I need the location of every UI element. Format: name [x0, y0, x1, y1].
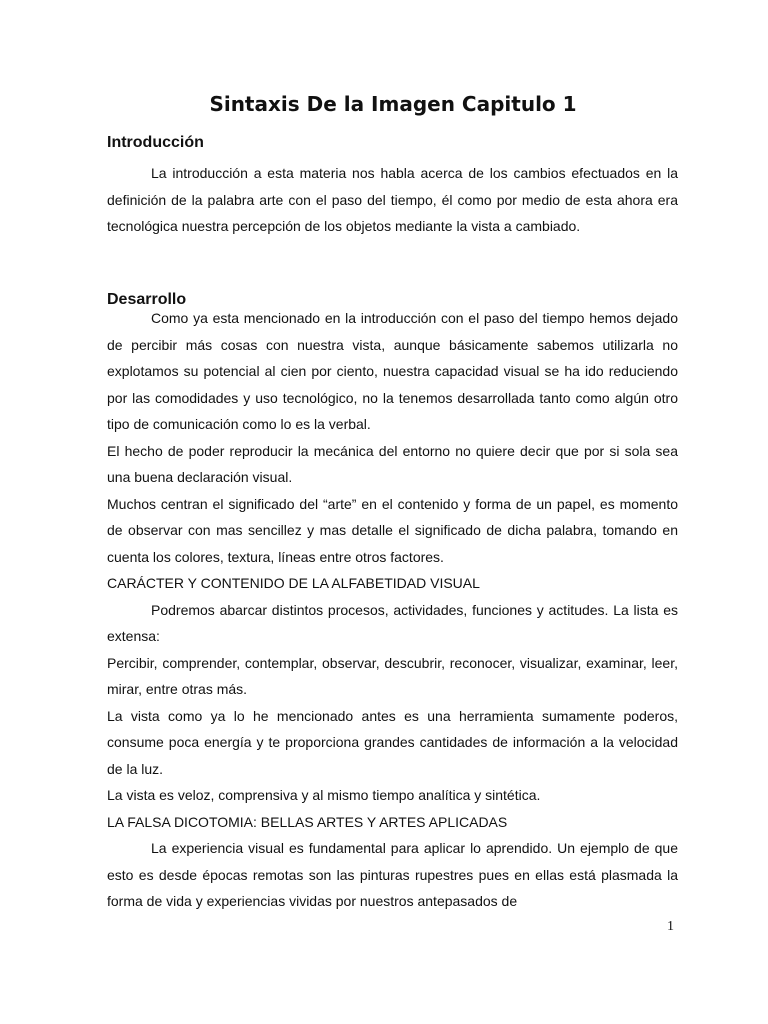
section-heading-introduccion: Introducción: [107, 134, 204, 151]
uppercase-subheading: LA FALSA DICOTOMIA: BELLAS ARTES Y ARTES APLICADAS: [107, 813, 508, 830]
paragraph: Como ya esta mencionado en la introducción con el paso del tiempo hemos dejado de percibir más cosas con nuestra vista, aunque básicamente sabemos utilizarla no explotamos su potencial al cien por ciento, nuestra capacidad visual se ha ido reduciendo por las comodidades y uso tecnológico, no la tenemos desarrollada tanto como algún otro tipo de comunicación como lo es la verbal.: [107, 310, 678, 432]
document-title: Sintaxis De la Imagen Capitulo 1: [209, 92, 577, 116]
paragraph: Muchos centran el significado del “arte” en el contenido y forma de un papel, es momento de observar con mas sencillez y mas detalle el significado de dicha palabra, tomando en cuenta los colores, textura, líneas entre otros factores.: [107, 495, 678, 565]
paragraph: La vista es veloz, comprensiva y al mismo tiempo analítica y sintética.: [107, 787, 541, 803]
uppercase-subheading: CARÁCTER Y CONTENIDO DE LA ALFABETIDAD VISUAL: [107, 575, 480, 591]
paragraph: La experiencia visual es fundamental para aplicar lo aprendido. Un ejemplo de que esto es desde épocas remotas son las pinturas rupestres pues en ellas está plasmada la forma de vida y experiencias vividas por nuestros antepasados de: [107, 840, 678, 909]
section-heading-desarrollo: Desarrollo: [107, 291, 187, 308]
paragraph: La vista como ya lo he mencionado antes es una herramienta sumamente poderos, consume poca energía y te proporciona grandes cantidades de información a la velocidad de la luz.: [107, 707, 678, 777]
development-paragraphs: [107, 305, 678, 915]
paragraph: El hecho de poder reproducir la mecánica del entorno no quiere decir que por si sola sea una buena declaración visual.: [107, 442, 678, 485]
intro-paragraph: La introducción a esta materia nos habla acerca de los cambios efectuados en la definición de la palabra arte con el paso del tiempo, él como por medio de esta ahora era tecnológica nuestra percepción de los objetos mediante la vista a cambiado.: [107, 165, 678, 234]
paragraph: Podremos abarcar distintos procesos, actividades, funciones y actitudes. La lista es extensa:: [107, 601, 678, 644]
paragraph: Percibir, comprender, contemplar, observar, descubrir, reconocer, visualizar, examinar, leer, mirar, entre otras más.: [107, 654, 678, 697]
intro-paragraph-block: [107, 160, 678, 240]
page-number: 1: [667, 919, 674, 934]
